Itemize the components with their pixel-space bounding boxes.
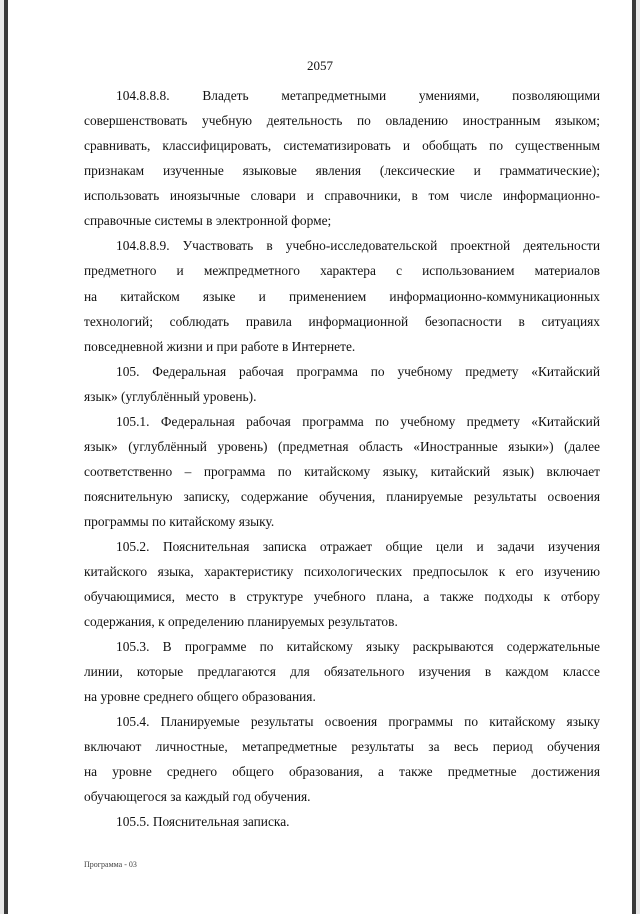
text-line: 104.8.8.9. Участвовать в учебно-исследовательской проектной деятельности — [116, 238, 600, 253]
document-page — [4, 0, 636, 914]
text-line: на уровне среднего общего образования. — [84, 689, 316, 704]
text-line: совершенствовать учебную деятельность по овладению иностранным языком; — [84, 113, 600, 128]
text-line: пояснительную записку, содержание обучения, планируемые результаты освоения — [84, 489, 600, 504]
text-line: соответственно – программа по китайскому языку, китайский язык) включает — [84, 464, 600, 479]
text-line: 104.8.8.8. Владеть метапредметными умениями, позволяющими — [116, 88, 600, 103]
scan-edge-right — [632, 0, 636, 914]
text-line: 105.4. Планируемые результаты освоения программы по китайскому языку — [116, 714, 600, 729]
text-line: 105.3. В программе по китайскому языку раскрываются содержательные — [116, 639, 600, 654]
text-line: линии, которые предлагаются для обязательного изучения в каждом классе — [84, 664, 600, 679]
text-line: содержания, к определению планируемых результатов. — [84, 614, 398, 629]
text-line: предметного и межпредметного характера с использованием материалов — [84, 263, 600, 278]
text-line: на китайском языке и применением информационно-коммуникационных — [84, 289, 600, 304]
text-line: 105.2. Пояснительная записка отражает общие цели и задачи изучения — [116, 539, 600, 554]
text-line: сравнивать, классифицировать, систематизировать и обобщать по существенным — [84, 138, 600, 153]
text-line: обучающегося за каждый год обучения. — [84, 789, 311, 804]
text-line: справочные системы в электронной форме; — [84, 213, 332, 228]
text-line: включают личностные, метапредметные результаты за весь период обучения — [84, 739, 600, 754]
page-number: 2057 — [307, 58, 333, 73]
text-line: на уровне среднего общего образования, а также предметные достижения — [84, 764, 600, 779]
text-line: программы по китайскому языку. — [84, 514, 275, 529]
scan-edge-left — [4, 0, 8, 914]
text-line: использовать иноязычные словари и справочники, в том числе информационно- — [84, 188, 600, 203]
text-line: китайского языка, характеристику психологических предпосылок к его изучению — [84, 564, 600, 579]
text-line: язык» (углублённый уровень) (предметная область «Иностранные языки») (далее — [84, 439, 600, 454]
text-line: 105.1. Федеральная рабочая программа по учебному предмету «Китайский — [116, 414, 600, 429]
page-footer: Программа - 03 — [84, 860, 137, 869]
text-line: повседневной жизни и при работе в Интернете. — [84, 339, 356, 354]
text-line: обучающимися, место в структуре учебного плана, а также подходы к отбору — [84, 589, 600, 604]
text-line: признакам изученные языковые явления (лексические и грамматические); — [84, 163, 600, 178]
text-line: технологий; соблюдать правила информационной безопасности в ситуациях — [84, 314, 600, 329]
text-line: 105.5. Пояснительная записка. — [116, 814, 290, 829]
text-line: язык» (углублённый уровень). — [84, 389, 257, 404]
text-line: 105. Федеральная рабочая программа по учебному предмету «Китайский — [116, 364, 600, 379]
